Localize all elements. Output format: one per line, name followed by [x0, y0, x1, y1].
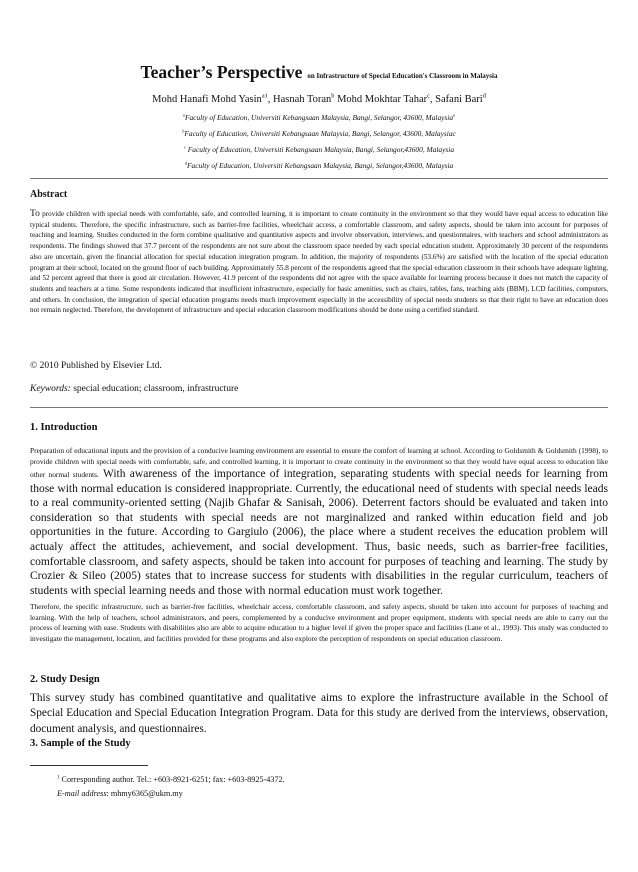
affiliation-line — [0, 113, 638, 122]
affiliation-line — [0, 161, 638, 170]
abstract-text: provide children with special needs with comfortable, safe, and controlled learning, it is important to create continuity in the environment so that they would have equal access to education like typical students. Therefore, the specific infrastructure, such as barrier-free facilities, wheelchair access, a comfortable classroom, and safety aspects, should be taken into account for purposes of teaching and learning. Studies conducted in the form combine qualitative and quantitative aspects and involve observation, interviews, and questionnaires, with teachers and school administrators as respondents. The findings showed that 37.7 percent of the respondents are not sure about the classroom space needed by each special education student. Approximately 30 percent of the respondents also are uncertain, given the financial allocation for special education integration program. In addition, the majority of respondents (53.6%) are satisfied with the location of the special education program at their school, located on the ground floor of each building. Approximately 55.8 percent of the respondents agreed that the special education classroom in their schools have adequate lighting, and 52 percent agreed that there is good air circulation. However, 41.9 percent of the respondents did not agree with the space available for learning process because it does not match the capacity of students and teachers at a time. Some respondents indicated that insufficient infrastructure, especially for basic amenities, such as chairs, tables, fans, teaching aids (BBM), LCD facilities, computers, and others. In conclusion, the integration of special education programs needs much improvement especially in the accessibility of special needs students so that their right to have an education does not remain neglected. Therefore, the development of infrastructure and special education classroom modifications should be done using a certified standard. — [30, 210, 608, 315]
affiliation-text: Faculty of Education, Universiti Kebangsaan Malaysia, Bangi, Selangor, 43600, Malaysia — [184, 113, 454, 122]
keywords-text: special education; classroom, infrastructure — [70, 384, 239, 394]
footnote-email-label: E-mail address — [57, 789, 107, 798]
footnote-divider — [30, 765, 148, 766]
section-heading-introduction: 1. Introduction — [30, 422, 98, 433]
affiliation-text: Faculty of Education, Universiti Kebangsaan Malaysia, Bangi, Selangor,43600, Malaysia — [186, 161, 454, 170]
section-heading-study-design: 2. Study Design — [30, 674, 100, 685]
author-affiliation-mark: d — [482, 92, 486, 100]
abstract-heading: Abstract — [30, 189, 68, 200]
introduction-text-small: Preparation of educational inputs and the provision of a conducive learning environment are essential to ensure the comfort of learning at school. According to Goldsmith & Goldsmith (1998), to provide children with special needs with comfortable, safe, and controlled learning, it is important to create continuity in the environment so that they would have equal access to education like other normal students. — [30, 446, 608, 479]
footnote-text: Corresponding author. Tel.: +603-8921-6251; fax: +603-8925-4372. — [59, 775, 285, 784]
keywords-line — [30, 384, 238, 394]
abstract-dropcap: To — [30, 209, 40, 219]
author-list — [0, 94, 638, 105]
keywords-label: Keywords: — [30, 384, 71, 394]
introduction-paragraph — [30, 445, 608, 598]
author-affiliation-mark: a1 — [261, 92, 268, 100]
author-name: Safani Bari — [435, 94, 483, 105]
affiliation-line — [0, 129, 638, 138]
author-affiliation-mark: b — [331, 92, 335, 100]
author-name: Hasnah Toran — [273, 94, 332, 105]
introduction-paragraph-end: Therefore, the specific infrastructure, such as barrier-free facilities, wheelchair access, comfortable classroom, and safety aspects, should be taken into account for purposes of teaching and learning. With the help of teachers, school administrators, and peers, complemented by a conducive environment and proper equipment, students with special needs are able to carry out the process of learning with ease. Students with disabilities also are able to acquire education to a higher level if given the proper space and facilities (Lane et al., 1993). This study was conducted to investigate the management, location, and facilities provided for these programs and also explore the perception of respondents on special education classroom. — [30, 602, 608, 643]
affiliation-line — [0, 145, 638, 154]
author-affiliation-mark: c — [427, 92, 430, 100]
footnote-mark: 1 — [57, 775, 60, 781]
affiliation-text: Faculty of Education, Universiti Kebangsaan Malaysia, Bangi, Selangor, 43600, Malaysiac — [184, 129, 456, 138]
affiliation-mark: a — [182, 112, 185, 118]
paper-title — [0, 62, 638, 83]
author-separator: , — [429, 94, 436, 105]
affiliation-mark: d — [184, 160, 187, 166]
affiliation-mark: b — [182, 128, 185, 134]
affiliation-mark: c — [183, 144, 186, 150]
abstract-body — [30, 209, 608, 316]
copyright-notice: © 2010 Published by Elsevier Ltd. — [30, 361, 162, 371]
study-design-paragraph: This survey study has combined quantitative and qualitative aims to explore the infrastructure available in the School of Special Education and Special Education Integration Program. Data for this study are derived from the interviews, observation, document analysis, and questionnaires. — [30, 692, 608, 735]
section-heading-sample: 3. Sample of the Study — [30, 738, 131, 749]
author-separator: , — [267, 94, 274, 105]
author-name: Mohd Mokhtar Tahar — [337, 94, 428, 105]
title-subtitle: on Infrastructure of Special Education's Classroom in Malaysia — [307, 72, 498, 80]
affiliation-tail-mark: a — [453, 112, 456, 118]
footnote-email-line — [57, 789, 183, 798]
footnote-line — [57, 775, 285, 784]
affiliation-text: Faculty of Education, Universiti Kebangsaan Malaysia, Bangi, Selangor,43600, Malaysia — [185, 145, 455, 154]
title-main: Teacher’s Perspective — [140, 62, 303, 82]
footnote-email: : mhmy6365@ukm.my — [106, 789, 183, 798]
abstract-divider — [30, 407, 608, 408]
author-name: Mohd Hanafi Mohd Yasin — [152, 94, 262, 105]
header-divider — [30, 178, 608, 179]
introduction-text-large: With awareness of the importance of integration, separating students with special needs for learning from those with normal education is considered inappropriate. Currently, the educational need of students with special needs leads to a real community-oriented setting (Najib Ghafar & Sanisah, 2006). Deterrent factors should be evaluated and taken into consideration so that students with special needs are not marginalized and ranked within education field and job opportunities in the future. According to Gargiulo (2006), the place where a student receives the education problem will actualy affect the attitudes, achievement, and social development. Thus, basic needs, such as barrier-free facilities, comfortable classroom, and safety aspects, should be taken into account for purposes of teaching and learning. The study by Crozier & Sileo (2005) states that to increase success for students with disabilities in the regular curriculum, teachers of students with special learning needs and those with normal education must work together. — [30, 468, 608, 597]
